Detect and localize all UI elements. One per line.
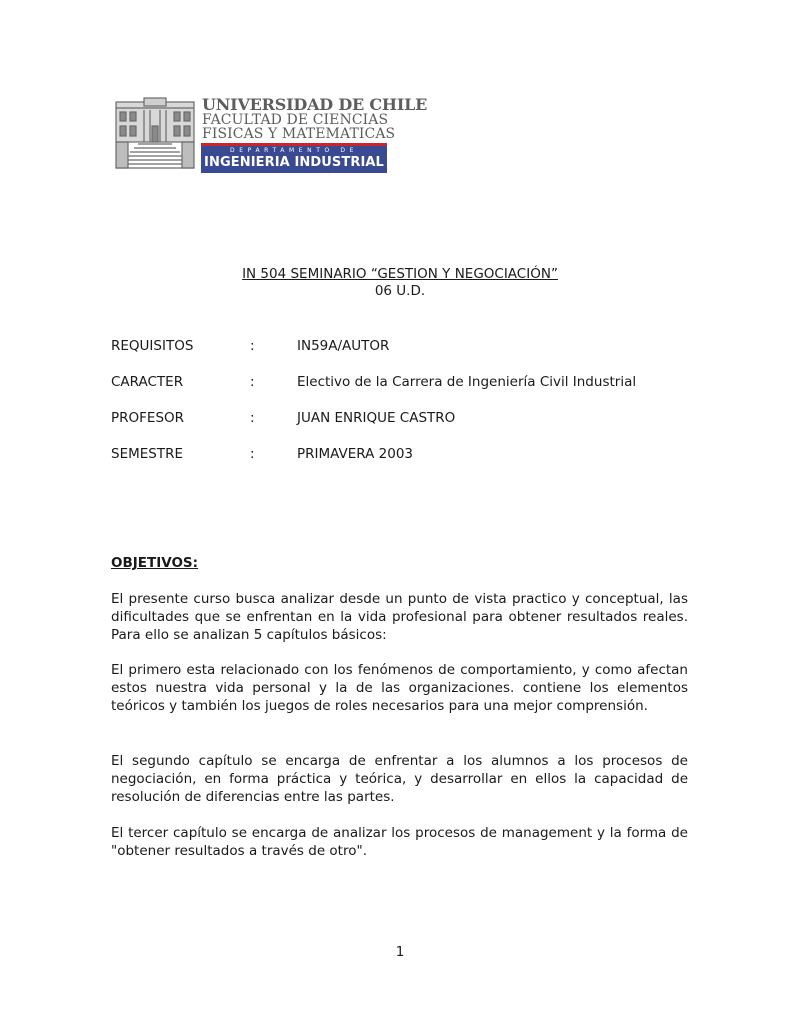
course-units: 06 U.D. (374, 283, 426, 299)
objectives-paragraph-3: El segundo capítulo se encarga de enfrentar a los alumnos a los procesos de negociación, en forma práctica y teórica, y desarrollar en ellos la capacidad de resolución de diferencias entre las partes. (111, 753, 688, 805)
info-value: PRIMAVERA 2003 (297, 446, 414, 462)
page-number: 1 (395, 944, 405, 960)
objectives-heading: OBJETIVOS: (111, 555, 199, 571)
info-separator: : (250, 410, 255, 426)
objectives-paragraph-1: El presente curso busca analizar desde un punto de vista practico y conceptual, las dificultades que se enfrentan en la vida profesional para obtener resultados reales. Para ello se analizan 5 capítulos básicos: (111, 591, 688, 643)
course-title-block (0, 266, 800, 299)
faculty-name-line1: FACULTAD DE CIENCIAS (202, 112, 389, 128)
department-label: DEPARTAMENTO DE (230, 147, 358, 154)
course-title: IN 504 SEMINARIO “GESTION Y NEGOCIACIÓN” (242, 266, 558, 282)
university-building-icon (114, 96, 196, 172)
info-label: CARACTER (111, 374, 184, 390)
info-value: Electivo de la Carrera de Ingeniería Civil Industrial (297, 374, 637, 390)
info-label: SEMESTRE (111, 446, 184, 462)
faculty-name-line2: FISICAS Y MATEMATICAS (202, 126, 396, 142)
info-label: REQUISITOS (111, 338, 194, 354)
university-logo (114, 95, 428, 174)
info-value: IN59A/AUTOR (297, 338, 390, 354)
info-separator: : (250, 374, 255, 390)
objectives-paragraph-4: El tercer capítulo se encarga de analizar los procesos de management y la forma de "obtener resultados a través de otro". (111, 825, 688, 859)
info-separator: : (250, 338, 255, 354)
info-label: PROFESOR (111, 410, 185, 426)
department-name: INGENIERIA INDUSTRIAL (204, 155, 384, 170)
department-banner (201, 143, 387, 173)
objectives-paragraph-2: El primero esta relacionado con los fenómenos de comportamiento, y como afectan estos nuestra vida personal y la de las organizaciones. contiene los elementos teóricos y también los juegos de roles necesarios para una mejor comprensión. (111, 662, 688, 714)
info-separator: : (250, 446, 255, 462)
info-value: JUAN ENRIQUE CASTRO (297, 410, 456, 426)
university-name: UNIVERSIDAD DE CHILE (202, 95, 428, 114)
